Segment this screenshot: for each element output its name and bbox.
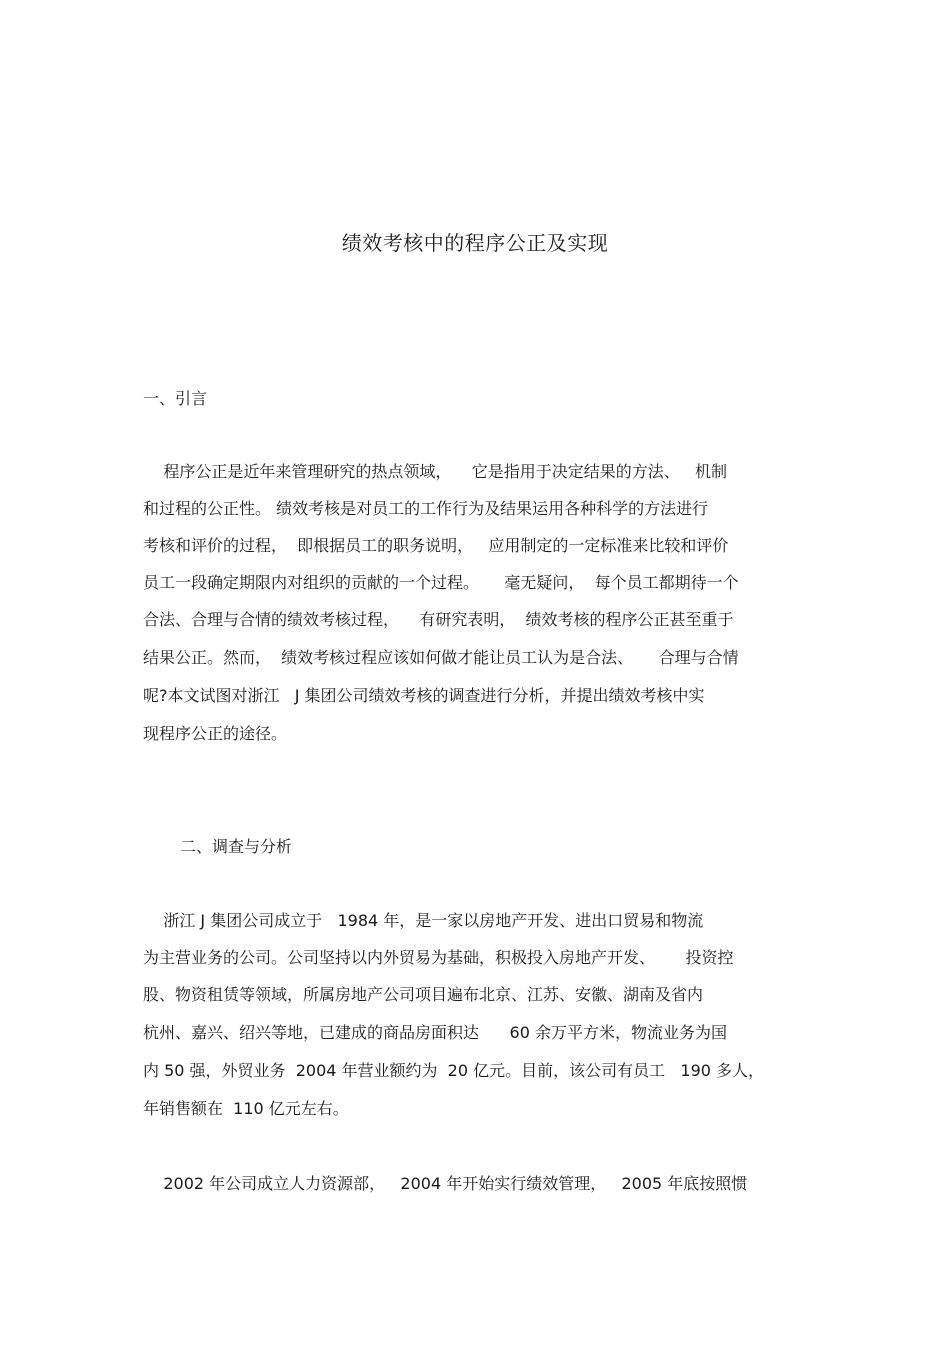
paragraph-line: 考核和评价的过程， 即根据员工的职务说明， 应用制定的一定标准来比较和评价 — [143, 536, 729, 555]
paragraph-line: 内 50 强，外贸业务 2004 年营业额约为 20 亿元。目前，该公司有员工 190 多人， — [143, 1061, 765, 1080]
paragraph-line: 年销售额在 110 亿元左右。 — [143, 1099, 349, 1118]
paragraph-line: 股、物资租赁等领域，所属房地产公司项目遍布北京、江苏、安徽、湖南及省内 — [143, 985, 704, 1004]
paragraph-line: 2002 年公司成立人力资源部， 2004 年开始实行绩效管理， 2005 年底按照惯 — [143, 1174, 748, 1193]
paragraph-line: 呢?本文试图对浙江 J 集团公司绩效考核的调查进行分析，并提出绩效考核中实 — [143, 686, 705, 705]
paragraph-line: 合法、合理与合情的绩效考核过程， 有研究表明， 绩效考核的程序公正甚至重于 — [143, 610, 734, 629]
paragraph-line: 为主营业务的公司。公司坚持以内外贸易为基础，积极投入房地产开发、 投资控 — [143, 948, 734, 967]
document-title: 绩效考核中的程序公正及实现 — [341, 231, 609, 255]
paragraph-line: 程序公正是近年来管理研究的热点领域， 它是指用于决定结果的方法、 机制 — [143, 462, 727, 481]
paragraph-line: 杭州、嘉兴、绍兴等地，已建成的商品房面积达 60 余万平方米，物流业务为国 — [143, 1023, 727, 1042]
paragraph-line: 结果公正。然而， 绩效考核过程应该如何做才能让员工认为是合法、 合理与合情 — [143, 648, 739, 667]
paragraph-line: 和过程的公正性。 绩效考核是对员工的工作行为及结果运用各种科学的方法进行 — [143, 499, 709, 518]
paragraph-line: 员工一段确定期限内对组织的贡献的一个过程。 毫无疑问， 每个员工都期待一个 — [143, 573, 739, 592]
paragraph-line: 浙江 J 集团公司成立于 1984 年，是一家以房地产开发、进出口贸易和物流 — [143, 911, 704, 930]
paragraph-line: 现程序公正的途径。 — [143, 724, 288, 743]
section-heading-survey-analysis: 二、调查与分析 — [180, 837, 293, 856]
section-heading-introduction: 一、引言 — [143, 389, 208, 408]
